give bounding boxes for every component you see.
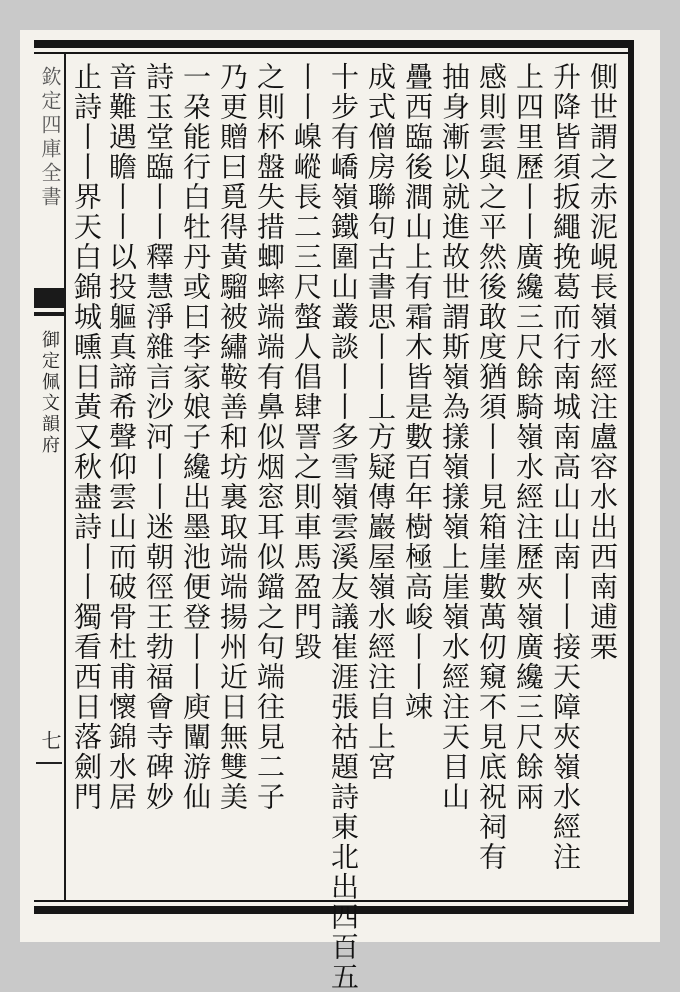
text-column-5: 抽身漸以就進故世謂斯嶺為㨾嶺㨾嶺上崖嶺水經注天目山: [438, 62, 471, 812]
text-column-3: 上四里歷丨丨廣纔三尺餘騎嶺水經注歷夾嶺廣纔三尺餘兩: [512, 62, 545, 812]
text-column-13: 詩玉堂臨丨丨釋慧淨雜言沙河丨丨迷朝徑王勃福會寺碑妙: [142, 62, 175, 812]
text-column-6: 疊西臨後澗山上有霜木皆是數百年樹極高峻丨丨竦: [401, 62, 434, 722]
fish-tail-mark-lower: [34, 312, 64, 316]
text-column-1: 側世謂之赤泥峴長嶺水經注盧容水出西南逋栗: [586, 62, 619, 662]
margin-page-number: 七: [38, 730, 62, 750]
text-column-15: 止詩丨丨界天白錦城曛日黃又秋盡詩丨丨獨看西日落劍門: [70, 62, 103, 812]
right-border: [628, 40, 634, 914]
text-column-11: 乃更贈曰覓得黃騮被繡鞍善和坊裏取端端揚州近日無雙美: [216, 62, 249, 812]
text-column-9: 丨丨嵲嵷長二三尺螫人倡肆詈之則車馬盈門毀: [290, 62, 323, 662]
margin-header-text: 欽定四庫全書: [38, 66, 62, 210]
text-column-7: 成式僧房聯句古書思丨丨丄方疑傳巖屋嶺水經注自上宮: [364, 62, 397, 782]
top-border-inner: [34, 52, 634, 54]
margin-book-title: 御定佩文韻府: [39, 330, 60, 456]
text-column-8: 十步有嶠嶺鐵圍山叢談丨丨多雪嶺雲溪友議崔涯張祜題詩東北出四百五: [327, 62, 360, 992]
text-column-4: 感則雲與之平然後敢度猶須丨丨見箱崖數萬仞窺不見底祝祠有: [475, 62, 508, 872]
page-number-rule: [36, 762, 62, 764]
text-column-12: 一朶能行白牡丹或曰李家娘子纔出墨池便登丨丨庾闡游仙: [179, 62, 212, 812]
text-column-2: 升降皆須扳繩挽葛而行南城南高山山南丨丨接天障夾嶺水經注: [549, 62, 582, 872]
text-column-10: 之則杯盤失措蝍蟀端端有鼻似烟窓耳似鐺之句端往見二子: [253, 62, 286, 812]
top-border: [34, 40, 634, 48]
text-column-14: 音難遇瞻丨丨以投軀真諦希聲仰雲山而破骨杜甫懷錦水居: [105, 62, 138, 812]
fish-tail-mark: [34, 288, 64, 308]
